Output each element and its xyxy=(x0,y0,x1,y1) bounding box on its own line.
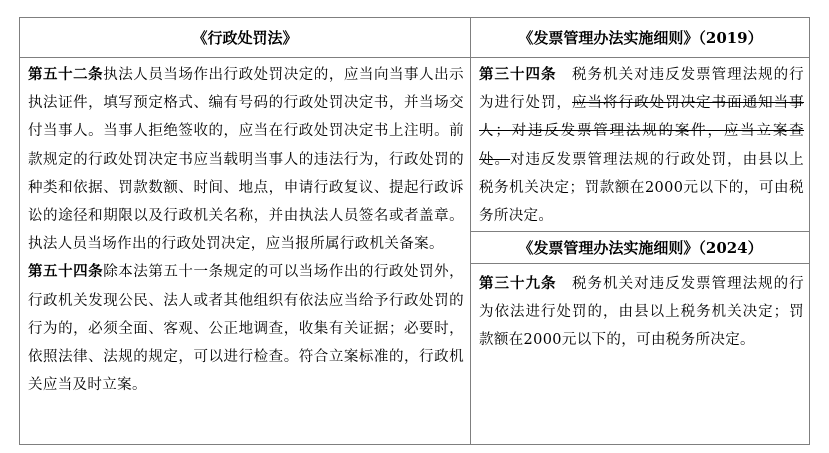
article-34-deleted-text: 应当将行政处罚决定书面通知当事人；对违反发票管理法规的案件，应当立案查处。 xyxy=(479,95,804,168)
article-52-text: 执法人员当场作出行政处罚决定的，应当向当事人出示执法证件，填写预定格式、编有号码的行政处罚决定书，并当场交付当事人。当事人拒绝签收的，应当在行政处罚决定书上注明。前款规定的行政处罚决定书应当载明当事人的违法行为，行政处罚的种类和依据、罚款数额、时间、地点，申请行政复议、提起行政诉讼的途径和期限以及行政机关名称，并由执法人员签名或者盖章。执法人员当场作出的行政处罚决定，应当报所属行政机关备案。 xyxy=(28,67,465,253)
left-column-body xyxy=(28,61,464,399)
article-39-paragraph xyxy=(479,270,804,355)
article-34-number: 第三十四条 xyxy=(479,66,557,83)
article-34-text-before: 税务机关对违反发票管理法规的行为进行处罚， xyxy=(479,67,805,112)
article-34-paragraph xyxy=(479,61,804,230)
article-52-number: 第五十二条 xyxy=(28,66,104,83)
right-top-body xyxy=(479,61,804,230)
header-divider-line xyxy=(20,57,809,58)
left-column-header: 《行政处罚法》 xyxy=(192,29,298,47)
article-54-text: 除本法第五十一条规定的可以当场作出的行政处罚外，行政机关发现公民、法人或者其他组织有依法应当给予行政处罚的行为的，必须全面、客观、公正地调查，收集有关证据；必要时，依照法律、法规的规定，可以进行检查。符合立案标准的，行政机关应当及时立案。 xyxy=(28,264,465,394)
right-section-divider-bottom xyxy=(471,263,810,264)
article-54-number: 第五十四条 xyxy=(28,263,104,281)
article-54-paragraph xyxy=(28,258,464,399)
article-52-paragraph xyxy=(28,61,464,258)
article-39-number: 第三十九条 xyxy=(479,275,557,292)
right-top-header: 《发票管理办法实施细则》（2019） xyxy=(518,29,763,47)
right-bottom-body xyxy=(479,270,804,355)
article-39-text: 税务机关对违反发票管理法规的行为依法进行处罚的，由县以上税务机关决定；罚款额在2000元以下的，可由税务所决定。 xyxy=(479,276,805,349)
article-34-text-after: 对违反发票管理法规的行政处罚，由县以上税务机关决定；罚款额在2000元以下的，可由税务所决定。 xyxy=(479,151,804,225)
comparison-table xyxy=(19,17,810,445)
right-bottom-header: 《发票管理办法实施细则》（2024） xyxy=(518,239,763,257)
